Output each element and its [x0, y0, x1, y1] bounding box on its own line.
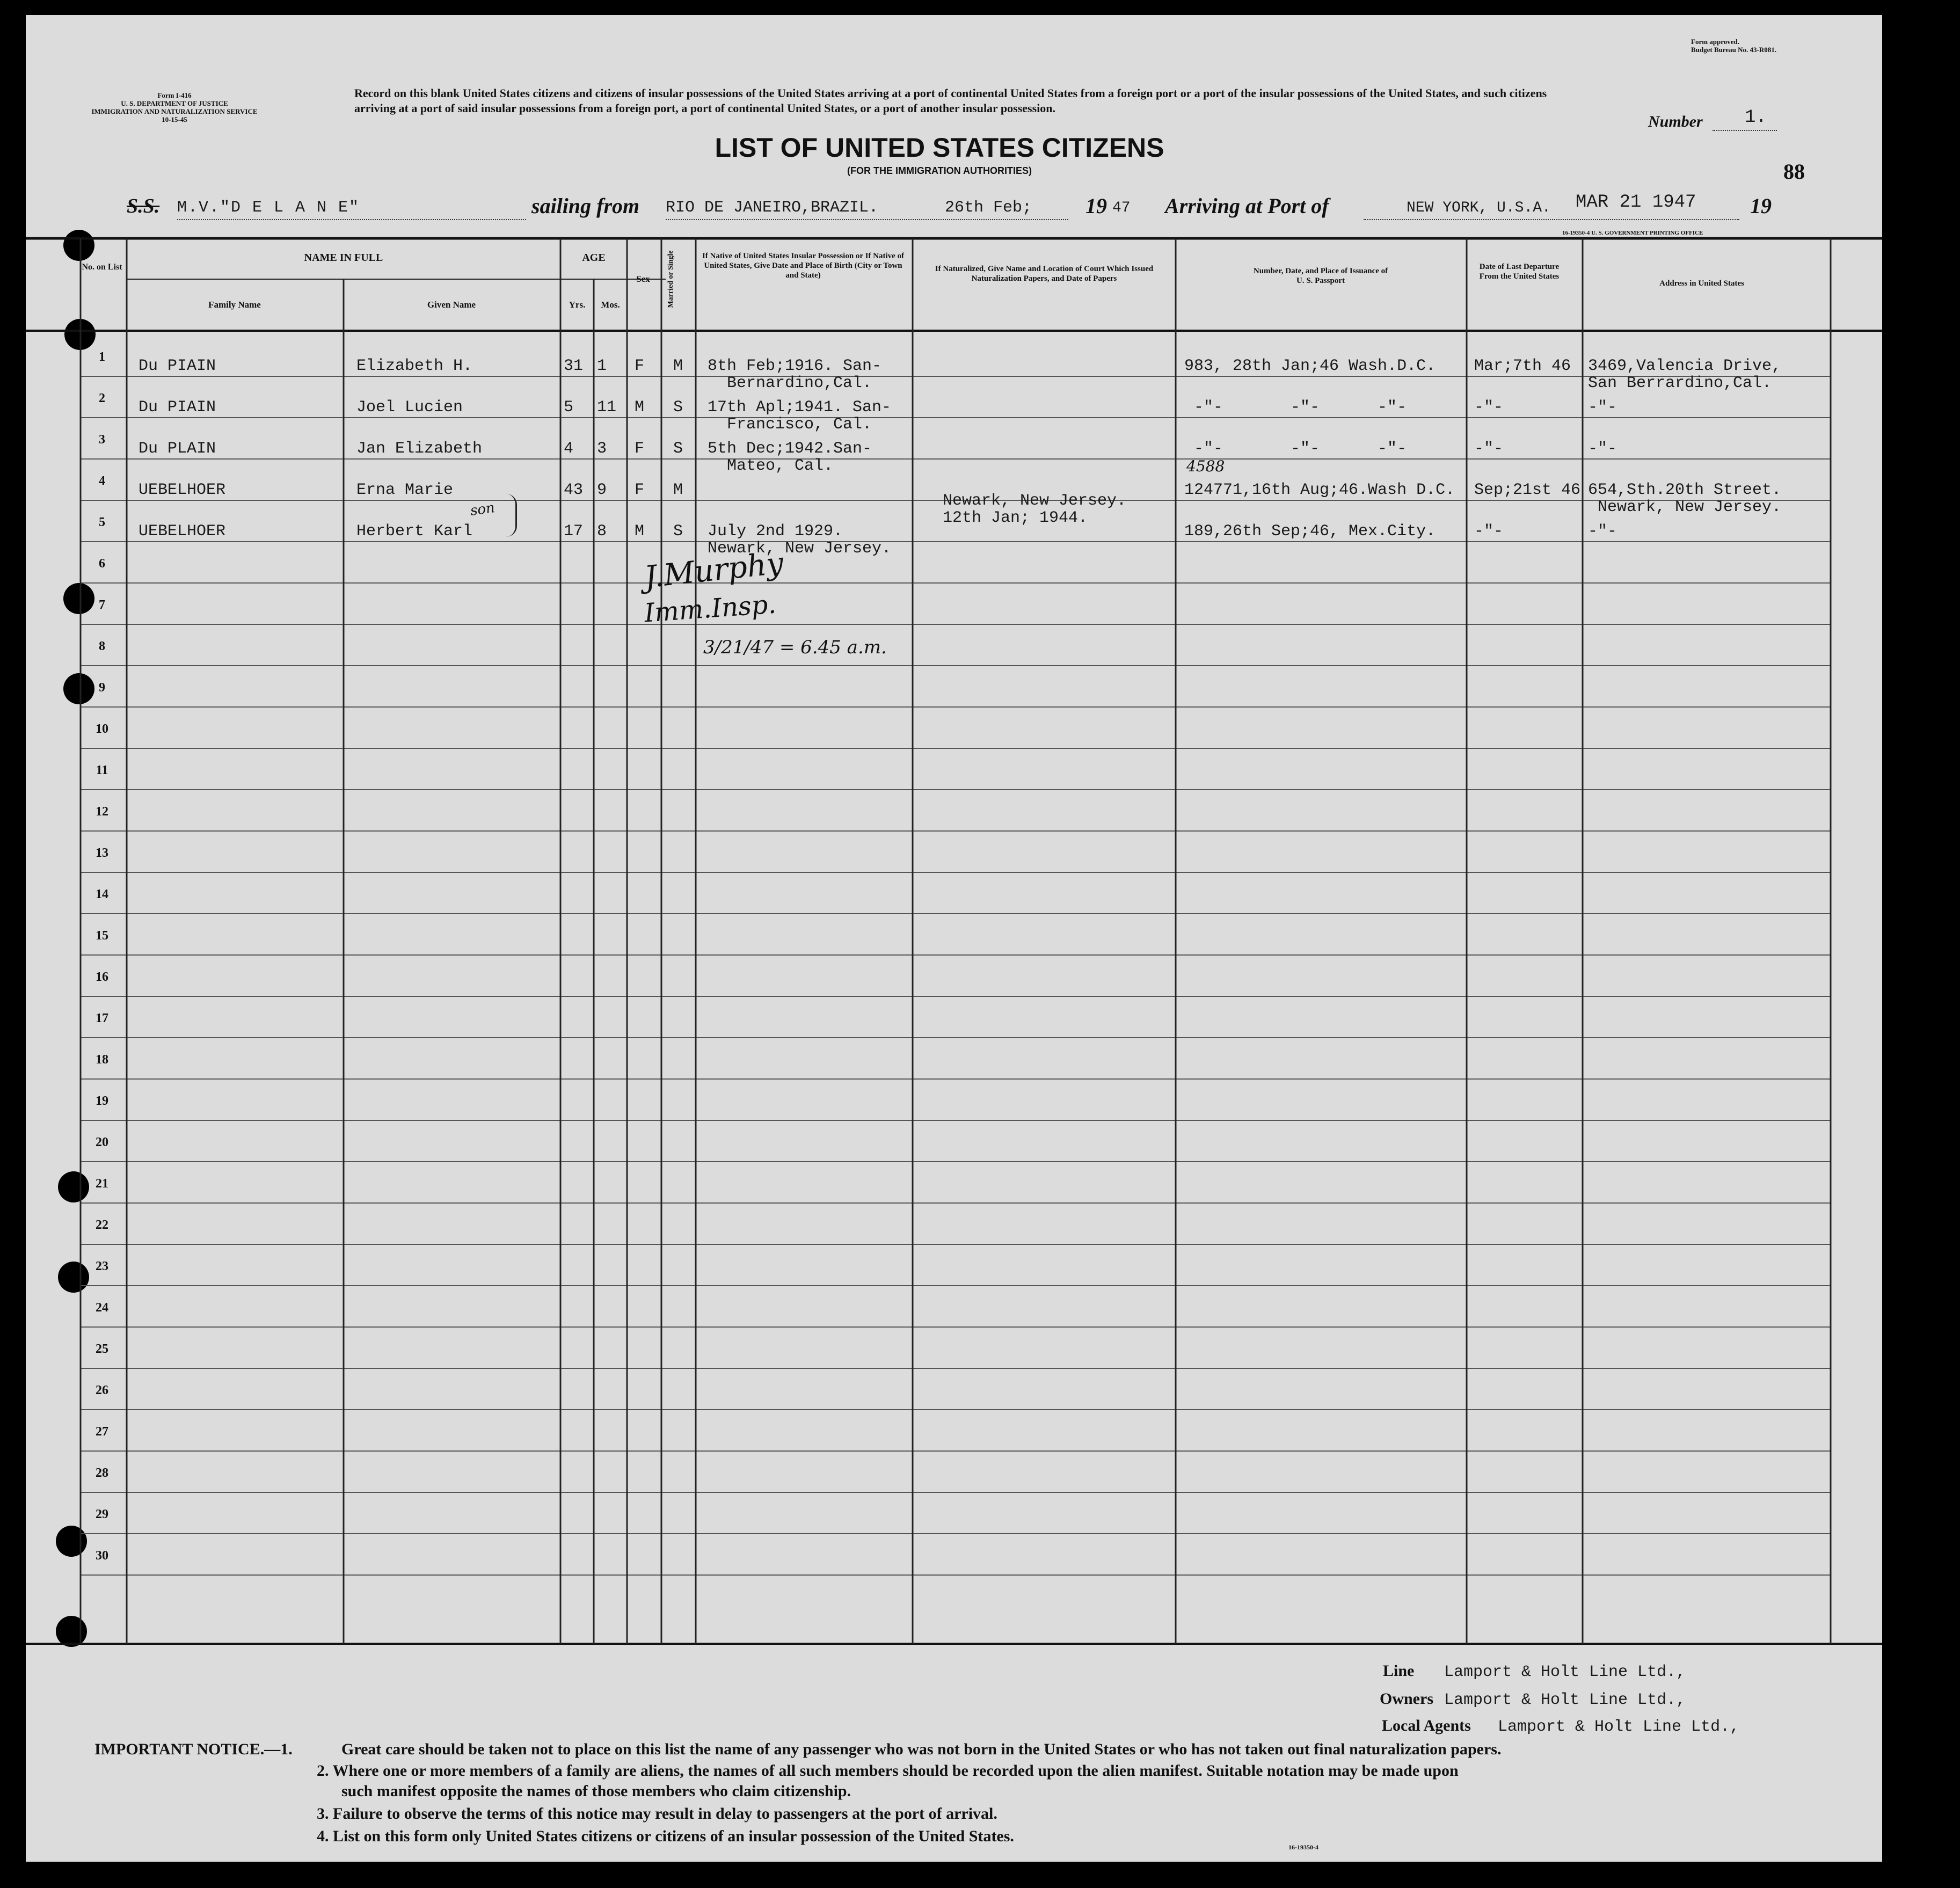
- col-yrs: Yrs.: [569, 300, 586, 310]
- year-suffix: 47: [1112, 200, 1131, 216]
- cell-birth: 17th Apl;1941. San- Francisco, Cal.: [708, 398, 892, 434]
- cell-given: Joel Lucien: [356, 398, 463, 417]
- row-number: 26: [96, 1383, 108, 1397]
- line-label: Line: [1383, 1662, 1415, 1680]
- row-number: 12: [96, 805, 108, 819]
- cell-sex: F: [635, 481, 645, 499]
- cell-ms: S: [673, 440, 683, 458]
- col-mos: Mos.: [601, 300, 620, 310]
- ss-label: S.S.: [127, 195, 160, 217]
- year-prefix: 19: [1085, 194, 1107, 218]
- col-married-single: Married or Single: [667, 250, 675, 308]
- bracket-mark: [505, 494, 517, 537]
- number-value: 1.: [1745, 107, 1767, 128]
- col-age: AGE: [582, 252, 606, 264]
- cell-yrs: 43: [564, 481, 584, 499]
- page-title: LIST OF UNITED STATES CITIZENS: [715, 133, 1164, 163]
- sailing-from-port: RIO DE JANEIRO,BRAZIL.: [666, 199, 879, 217]
- row-number: 16: [96, 970, 108, 984]
- agents-value: Lamport & Holt Line Ltd.,: [1498, 1718, 1740, 1736]
- cell-yrs: 31: [564, 357, 584, 375]
- cell-sex: F: [635, 357, 645, 375]
- cell-birth: July 2nd 1929. Newark, New Jersey.: [708, 522, 892, 558]
- row-number: 21: [96, 1177, 108, 1191]
- notice-item-4: 4. List on this form only United States citizens or citizens of an insular possession of the United States.: [317, 1827, 1014, 1845]
- cell-mos: 9: [597, 481, 607, 499]
- arrival-date-stamp: MAR 21 1947: [1576, 192, 1696, 213]
- form-id-line: Form I-416: [157, 91, 192, 99]
- cell-given: Herbert Karl: [356, 522, 473, 541]
- row-number: 5: [99, 515, 105, 529]
- cell-ms: M: [673, 357, 683, 375]
- cell-given: Erna Marie: [356, 481, 454, 499]
- row-number: 6: [99, 557, 105, 571]
- owners-label: Owners: [1380, 1690, 1433, 1708]
- col-family-name: Family Name: [208, 300, 261, 310]
- line-value: Lamport & Holt Line Ltd.,: [1444, 1663, 1686, 1681]
- row-number: 14: [96, 887, 108, 901]
- sailing-from-label: sailing from: [531, 194, 640, 218]
- cell-departure: -"-: [1474, 440, 1504, 458]
- sail-date: 26th Feb;: [945, 199, 1032, 217]
- cell-birth: 8th Feb;1916. San- Bernardino,Cal.: [708, 357, 882, 392]
- page-subtitle: (FOR THE IMMIGRATION AUTHORITIES): [847, 165, 1032, 176]
- instruction-text: Record on this blank United States citizens and citizens of insular possessions of the United States arriving at a port of continental United States from a foreign port or a port of the insular possessions of the United States, and such citizens arriving at a port of said insular possessions from a foreign port, a port of continental United States, or a port of another insular possession.: [354, 86, 1547, 115]
- cell-departure: -"-: [1474, 522, 1504, 541]
- inspector-title: Imm.Insp.: [643, 589, 777, 629]
- number-label: Number: [1648, 113, 1703, 130]
- son-annotation: son: [469, 499, 496, 520]
- inspection-date: 3/21/47 = 6.45 a.m.: [703, 637, 887, 658]
- notice-item-3: 3. Failure to observe the terms of this notice may result in delay to passengers at the port of arrival.: [317, 1805, 997, 1823]
- cell-family: Du PIAIN: [139, 357, 216, 375]
- page-number: 88: [1783, 159, 1805, 184]
- form-code: 16-19350-4: [1288, 1843, 1318, 1851]
- col-given-name: Given Name: [427, 300, 476, 310]
- row-number: 17: [96, 1011, 108, 1025]
- cell-address: 654,Sth.20th Street. Newark, New Jersey.: [1588, 481, 1782, 516]
- cell-departure: -"-: [1474, 398, 1504, 417]
- row-number: 29: [96, 1507, 108, 1521]
- row-number: 10: [96, 722, 108, 736]
- row-number: 11: [96, 763, 108, 777]
- arriving-label: Arriving at Port of: [1165, 194, 1329, 218]
- cell-given: Jan Elizabeth: [356, 440, 483, 458]
- cell-passport: 124771,16th Aug;46.Wash D.C.: [1184, 481, 1455, 499]
- row-number: 28: [96, 1466, 108, 1480]
- cell-address: -"-: [1588, 522, 1617, 541]
- form-approved-line: Form approved.: [1691, 38, 1740, 46]
- row-number: 23: [96, 1259, 108, 1273]
- notice-item-2-cont: such manifest opposite the names of those members who claim citizenship.: [341, 1782, 851, 1800]
- year-blank: 19: [1750, 194, 1772, 218]
- cell-mos: 3: [597, 440, 607, 458]
- cell-sex: F: [635, 440, 645, 458]
- row-number: 15: [96, 929, 108, 943]
- cell-mos: 8: [597, 522, 607, 541]
- row-number: 25: [96, 1342, 108, 1356]
- cell-departure: Mar;7th 46: [1474, 357, 1571, 375]
- cell-given: Elizabeth H.: [356, 357, 473, 375]
- cell-sex: M: [635, 398, 645, 417]
- cell-passport: -"- -"- -"-: [1184, 440, 1407, 458]
- row-number: 30: [96, 1549, 108, 1563]
- notice-item-1: Great care should be taken not to place on this list the name of any passenger who was not born in the United States or who has not taken out final naturalization papers.: [341, 1740, 1502, 1758]
- col-no-on-list: No. on List: [82, 263, 122, 272]
- row-number: 1: [99, 350, 105, 364]
- cell-address: -"-: [1588, 398, 1617, 417]
- owners-value: Lamport & Holt Line Ltd.,: [1444, 1691, 1686, 1709]
- row-number: 19: [96, 1094, 108, 1108]
- row-number: 13: [96, 846, 108, 860]
- cell-birth: 5th Dec;1942.San- Mateo, Cal.: [708, 440, 872, 475]
- col-address: Address in United States: [1659, 279, 1744, 288]
- printing-office: 16-19350-4 U. S. GOVERNMENT PRINTING OFFICE: [1562, 230, 1703, 236]
- arrival-port: NEW YORK, U.S.A.: [1407, 200, 1551, 216]
- form-id-line: U. S. DEPARTMENT OF JUSTICE: [121, 99, 228, 107]
- row-number: 2: [99, 391, 105, 405]
- cell-family: Du PIAIN: [139, 398, 216, 417]
- col-naturalized: If Naturalized, Give Name and Location of Court Which Issued Naturalization Papers, and Date of Papers: [935, 265, 1154, 283]
- cell-yrs: 5: [564, 398, 574, 417]
- form-id-line: 10-15-45: [162, 115, 187, 123]
- notice-item-2: 2. Where one or more members of a family are aliens, the names of all such members should be recorded upon the alien manifest. Suitable notation may be made upon: [317, 1762, 1459, 1780]
- cell-yrs: 4: [564, 440, 574, 458]
- cell-passport: 189,26th Sep;46, Mex.City.: [1184, 522, 1436, 541]
- row-number: 24: [96, 1301, 108, 1315]
- row-number: 7: [99, 598, 105, 612]
- row-number: 18: [96, 1053, 108, 1067]
- row-number: 8: [99, 639, 105, 653]
- cell-sex: M: [635, 522, 645, 541]
- cell-family: UEBELHOER: [139, 481, 226, 499]
- cell-yrs: 17: [564, 522, 584, 541]
- cell-address: -"-: [1588, 440, 1617, 458]
- cell-family: UEBELHOER: [139, 522, 226, 541]
- cell-natz: Newark, New Jersey. 12th Jan; 1944.: [943, 492, 1127, 527]
- cell-passport: -"- -"- -"-: [1184, 398, 1407, 417]
- cell-mos: 1: [597, 357, 607, 375]
- col-passport: Number, Date, and Place of Issuance of U. S. Passport: [1253, 267, 1388, 285]
- row-number: 4: [99, 474, 105, 488]
- notice-heading: IMPORTANT NOTICE.—1.: [94, 1740, 293, 1758]
- col-last-departure: Date of Last Departure From the United States: [1479, 263, 1560, 281]
- inspector-signature: J.Murphy: [643, 545, 785, 595]
- cell-ms: S: [673, 522, 683, 541]
- row-number: 3: [99, 433, 105, 447]
- cell-address: 3469,Valencia Drive, San Berrardino,Cal.: [1588, 357, 1782, 392]
- row-number: 27: [96, 1425, 108, 1439]
- cell-ms: M: [673, 481, 683, 499]
- form-id-line: IMMIGRATION AND NATURALIZATION SERVICE: [91, 107, 258, 115]
- cell-passport: 983, 28th Jan;46 Wash.D.C.: [1184, 357, 1436, 375]
- row-number: 20: [96, 1135, 108, 1149]
- cell-ms: S: [673, 398, 683, 417]
- cell-mos: 11: [597, 398, 617, 417]
- vessel-name: M.V."D E L A N E": [177, 199, 360, 217]
- agents-label: Local Agents: [1382, 1717, 1471, 1734]
- row-number: 9: [99, 681, 105, 695]
- row-number: 22: [96, 1218, 108, 1232]
- col-sex: Sex: [636, 274, 650, 284]
- passport-note: 4588: [1186, 457, 1225, 475]
- col-native-birth: If Native of United States Insular Possession or If Native of United States, Give Date and Place of Birth (City or Town and State): [702, 252, 905, 280]
- col-name-in-full: NAME IN FULL: [304, 252, 383, 264]
- form-approved-line: Budget Bureau No. 43-R081.: [1691, 46, 1777, 54]
- cell-family: Du PLAIN: [139, 440, 216, 458]
- cell-departure: Sep;21st 46: [1474, 481, 1581, 499]
